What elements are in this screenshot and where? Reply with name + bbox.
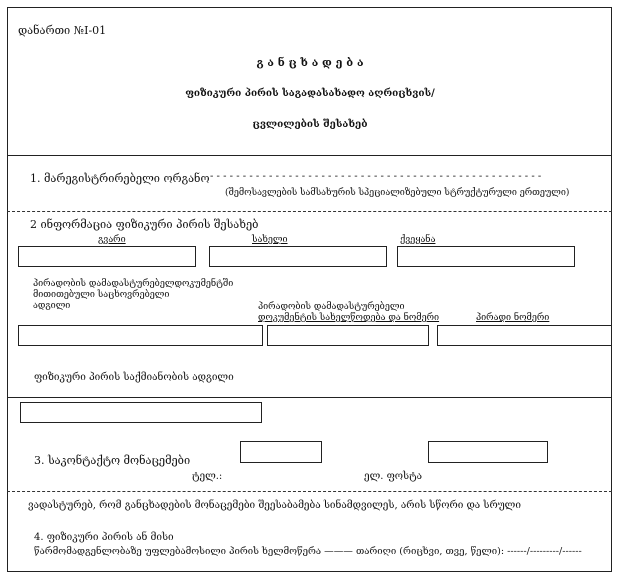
section3-label: 3. საკონტაქტო მონაცემები <box>34 454 191 467</box>
id-document-label-line1: პირადობის დამადასტურებელი <box>258 302 405 312</box>
surname-label: გვარი <box>98 235 126 245</box>
country-field[interactable] <box>397 246 575 267</box>
confirmation-text: ვადასტურებ, რომ განცხადების მონაცემები შეესაბამება სინამდვილეს, არის სწორი და სრული <box>28 500 521 511</box>
surname-field[interactable] <box>18 246 196 267</box>
signature-date-line[interactable]: წარმომადგენლობაზე უფლებამოსილი პირის ხელმოწერა ——— თარიღი (რიცხვი, თვე, წელი): ------/---------/------ <box>34 546 582 557</box>
form-title: გ ა ნ ც ხ ა დ ე ბ ა <box>256 56 364 69</box>
form-subtitle-line2: ცვლილების შესახებ <box>252 119 368 130</box>
section-divider <box>7 491 612 492</box>
id-document-field[interactable] <box>267 325 429 346</box>
section2-label: 2 ინფორმაცია ფიზიკური პირის შესახებ <box>30 218 259 231</box>
section-divider <box>7 155 612 156</box>
residence-label-line3: ადგილი <box>33 301 71 311</box>
section1-label: 1. მარეგისტრირებელი ორგანო <box>30 172 210 185</box>
residence-label-line1: პირადობის დამადასტურებელდოკუმენტში <box>33 279 234 289</box>
name-field[interactable] <box>209 246 387 267</box>
residence-address-field[interactable] <box>18 325 263 346</box>
form-number: დანართი №I-01 <box>18 24 107 37</box>
personal-number-field[interactable] <box>437 325 612 346</box>
section1-note: (შემოსავლების სამსახურის სპეციალიზებული სტრუქტურული ერთეული) <box>225 188 570 198</box>
email-label: ელ. ფოსტა <box>364 471 422 482</box>
activity-place-label: ფიზიკური პირის საქმიანობის ადგილი <box>34 372 234 383</box>
name-label: სახელი <box>252 235 288 245</box>
country-label: ქვეყანა <box>400 235 436 245</box>
residence-label-line2: მითითებული საცხოვრებელი <box>33 290 170 300</box>
phone-label: ტელ.: <box>192 471 223 482</box>
activity-place-field[interactable] <box>20 402 262 423</box>
section-divider <box>7 211 612 212</box>
registering-authority-line[interactable]: - - - - - - - - - - - - - - - - - - - - - - - - - - - - - - - - - - - - - - - - - - - - - - - - - - - <box>210 171 542 182</box>
email-field[interactable] <box>428 441 548 463</box>
section4-label: 4. ფიზიკური პირის ან მისი <box>34 532 174 543</box>
personal-number-label: პირადი ნომერი <box>476 313 550 323</box>
id-document-label-line2: დოკუმენტის სახელწოდება და ნომერი <box>258 313 440 323</box>
form-subtitle-line1: ფიზიკური პირის საგადასახადო აღრიცხვის/ <box>185 88 435 99</box>
phone-field[interactable] <box>240 441 322 463</box>
section-divider <box>7 397 612 398</box>
